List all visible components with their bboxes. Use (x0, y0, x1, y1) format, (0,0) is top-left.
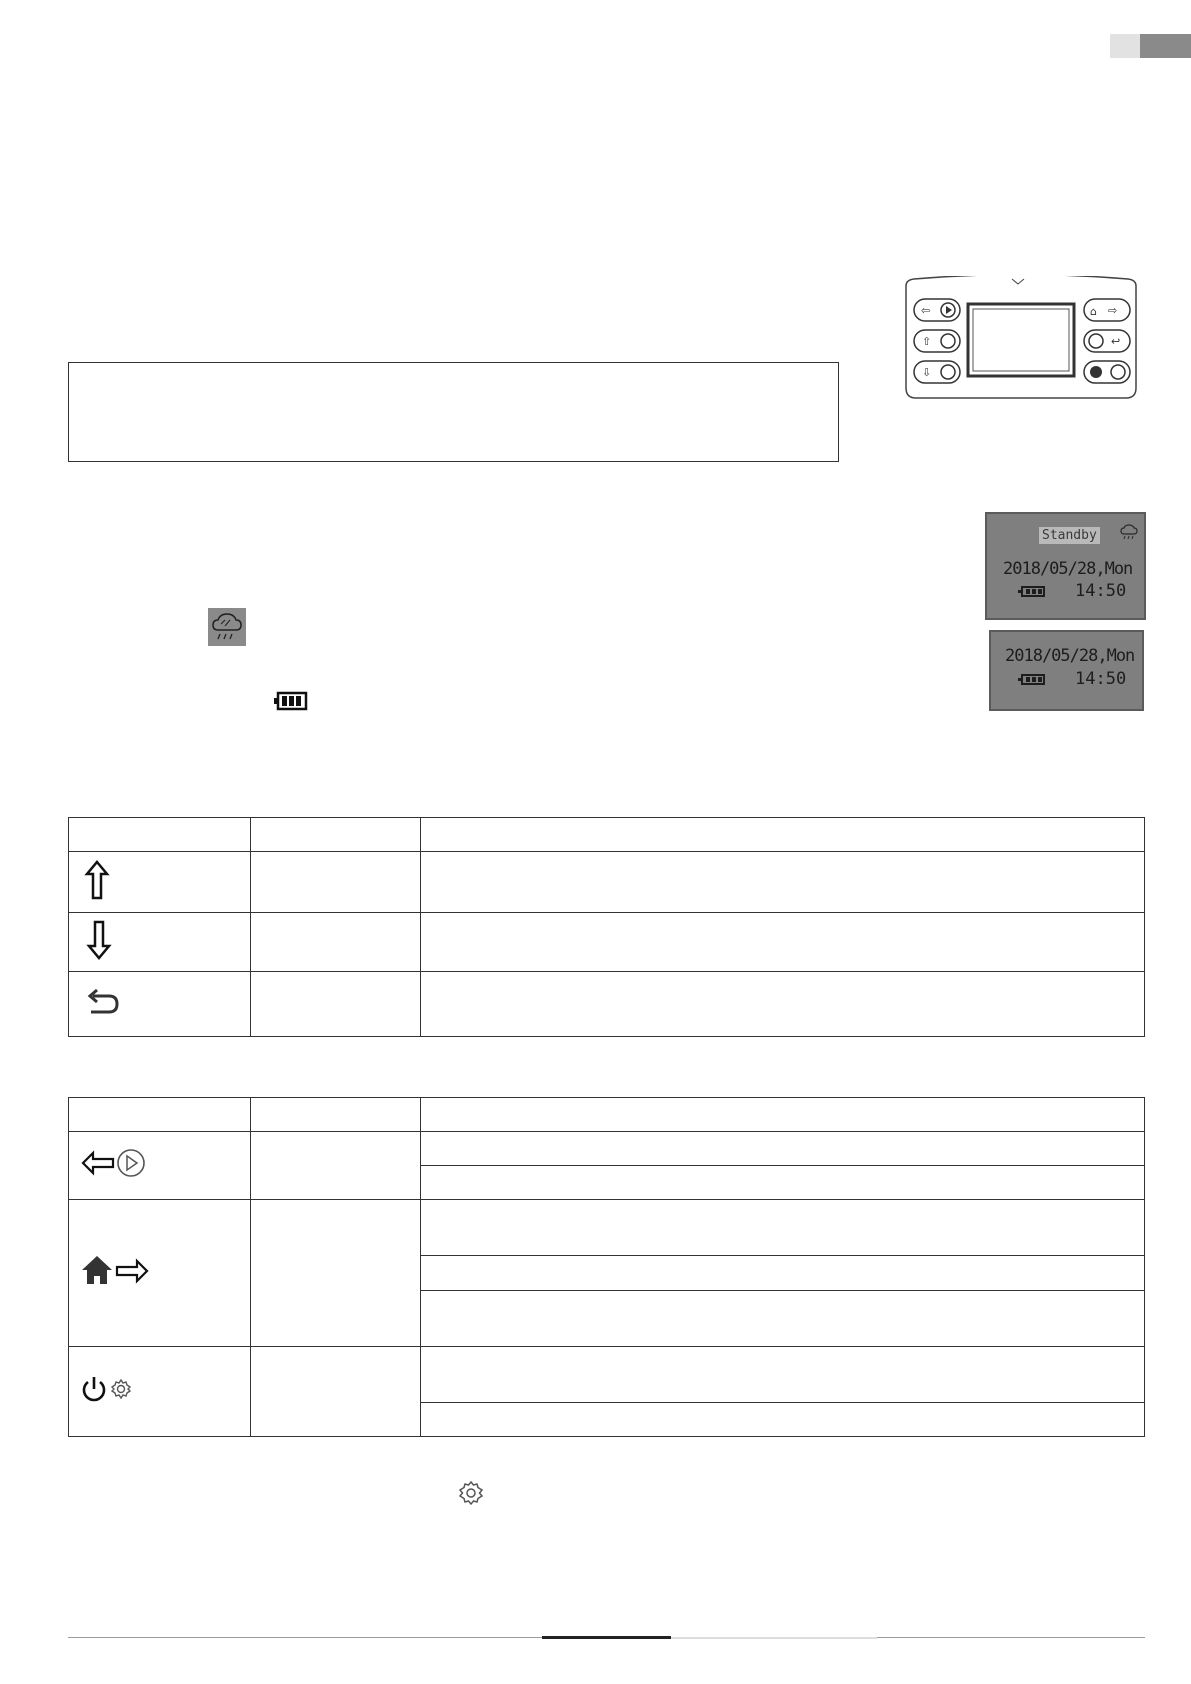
table-cell (421, 913, 1145, 972)
note-box (68, 362, 839, 462)
table-cell (421, 852, 1145, 913)
power-settings-icon (81, 1371, 151, 1407)
table-header-row (69, 818, 1145, 852)
header-cell (69, 818, 251, 852)
icon-cell (69, 1132, 251, 1200)
table-cell (251, 972, 421, 1037)
table-row (69, 972, 1145, 1037)
rain-cloud-icon (1119, 523, 1139, 543)
header-cell (251, 818, 421, 852)
lcd-date: 2018/05/28,Mon (1003, 559, 1133, 579)
table-cell (251, 1132, 421, 1200)
icon-cell (69, 972, 251, 1037)
table-cell (421, 1200, 1145, 1256)
lcd-screen-clock (989, 630, 1144, 711)
lcd-screen-standby (985, 512, 1146, 620)
table-cell (251, 1200, 421, 1347)
table-cell (421, 1166, 1145, 1200)
table-row (69, 852, 1145, 913)
table-cell (421, 972, 1145, 1037)
table-cell (251, 852, 421, 913)
table-row (69, 1200, 1145, 1256)
table-row (69, 1132, 1145, 1166)
table-cell (421, 1256, 1145, 1291)
svg-text:⌂: ⌂ (1090, 305, 1097, 318)
svg-text:⇧: ⇧ (922, 335, 932, 348)
page-tab-light (1110, 34, 1140, 58)
table-cell (421, 1403, 1145, 1437)
header-cell (69, 1098, 251, 1132)
battery-icon (274, 691, 308, 711)
button-function-table-2 (68, 1097, 1145, 1437)
header-cell (421, 818, 1145, 852)
header-cell (421, 1098, 1145, 1132)
battery-icon (1021, 674, 1045, 685)
icon-cell (69, 1347, 251, 1437)
footer-rule-light (671, 1637, 877, 1639)
button-function-table-1 (68, 817, 1145, 1037)
table-cell (421, 1132, 1145, 1166)
control-panel-illustration (902, 276, 1140, 402)
icon-cell (69, 852, 251, 913)
table-cell (421, 1347, 1145, 1403)
arrow-up-icon (77, 858, 117, 902)
lcd-date: 2018/05/28,Mon (1005, 646, 1135, 666)
gear-icon (458, 1480, 484, 1506)
home-arrow-right-icon (81, 1253, 161, 1289)
icon-cell (69, 1200, 251, 1347)
return-icon (83, 982, 123, 1022)
svg-text:⇦: ⇦ (921, 304, 931, 317)
arrow-down-icon (79, 918, 119, 962)
table-header-row (69, 1098, 1145, 1132)
lcd-time: 14:50 (1075, 581, 1127, 601)
battery-icon (1021, 586, 1045, 597)
table-row (69, 913, 1145, 972)
page-tab-dark (1140, 34, 1191, 58)
footer-rule-accent (542, 1636, 671, 1639)
icon-cell (69, 913, 251, 972)
standby-label: Standby (1039, 527, 1100, 544)
rain-cloud-icon (208, 608, 246, 646)
lcd-time: 14:50 (1075, 669, 1127, 689)
table-cell (251, 913, 421, 972)
header-cell (251, 1098, 421, 1132)
svg-text:⇨: ⇨ (1108, 304, 1118, 317)
table-cell (251, 1347, 421, 1437)
table-row (69, 1347, 1145, 1403)
table-cell (421, 1291, 1145, 1347)
arrow-left-play-icon (81, 1145, 161, 1181)
svg-text:⇩: ⇩ (922, 366, 932, 379)
svg-text:↩: ↩ (1111, 335, 1121, 348)
